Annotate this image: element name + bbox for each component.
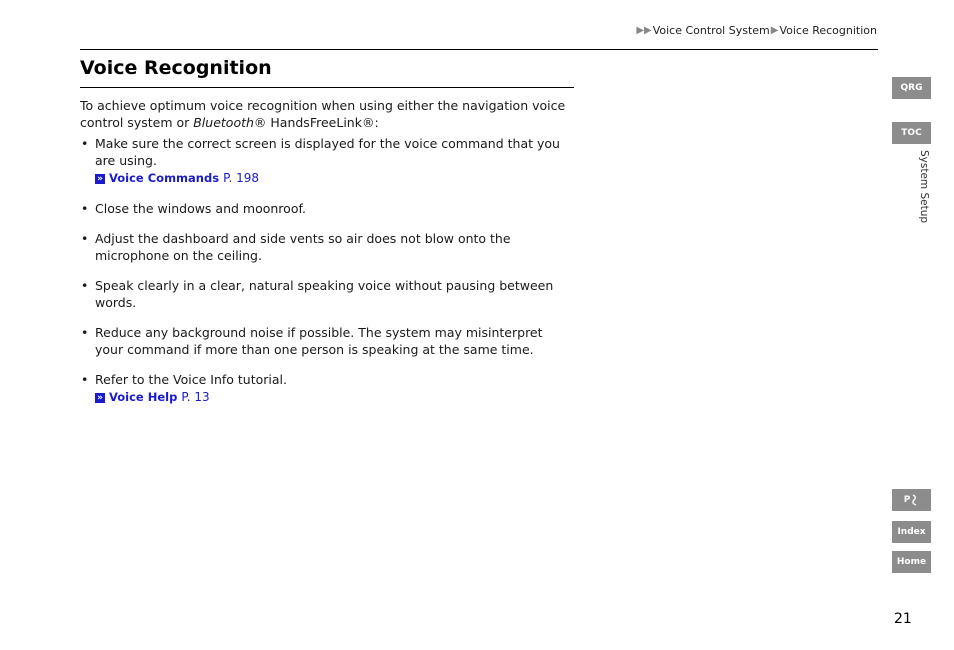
title-divider bbox=[80, 87, 574, 88]
bullet-icon: • bbox=[81, 231, 89, 246]
list-item bbox=[80, 371, 574, 406]
tips-list bbox=[80, 135, 574, 406]
bullet-icon: • bbox=[81, 136, 89, 151]
intro-bluetooth: Bluetooth bbox=[193, 115, 254, 130]
list-item bbox=[80, 277, 574, 311]
intro-text-end: ® HandsFreeLink®: bbox=[253, 115, 379, 130]
breadcrumb-arrow-icon: ▶ bbox=[770, 25, 779, 36]
cross-reference-icon: » bbox=[95, 174, 105, 184]
breadcrumb bbox=[635, 24, 877, 37]
xref-page: P. 198 bbox=[223, 171, 259, 185]
list-item bbox=[80, 135, 574, 187]
breadcrumb-voice-control-system[interactable]: Voice Control System bbox=[652, 24, 770, 37]
qrg-button[interactable]: QRG bbox=[892, 77, 931, 99]
bullet-icon: • bbox=[81, 201, 89, 216]
xref-voice-commands-link[interactable] bbox=[95, 170, 574, 187]
header-divider bbox=[80, 49, 878, 50]
section-tab-system-setup[interactable]: System Setup bbox=[918, 150, 930, 224]
list-item bbox=[80, 230, 574, 264]
list-item-text: Close the windows and moonroof. bbox=[95, 201, 306, 216]
intro-text: To achieve optimum voice recognition when using either the navigation voice control system or bbox=[80, 98, 566, 130]
intro-paragraph bbox=[80, 97, 574, 131]
list-item bbox=[80, 324, 574, 358]
cross-reference-icon: » bbox=[95, 393, 105, 403]
main-content bbox=[80, 97, 574, 419]
breadcrumb-arrow-icon: ▶▶ bbox=[636, 25, 652, 36]
voice-command-icon bbox=[911, 494, 919, 506]
bullet-icon: • bbox=[81, 278, 89, 293]
home-button[interactable]: Home bbox=[892, 551, 931, 573]
list-item bbox=[80, 200, 574, 217]
page-title: Voice Recognition bbox=[80, 57, 272, 79]
voice-command-label: P bbox=[903, 495, 911, 505]
index-button[interactable]: Index bbox=[892, 521, 931, 543]
voice-command-button[interactable] bbox=[892, 489, 931, 511]
list-item-text: Reduce any background noise if possible. The system may misinterpret your command if more than one person is speaking at the same time. bbox=[95, 325, 543, 357]
bullet-icon: • bbox=[81, 372, 89, 387]
xref-name: Voice Help bbox=[109, 390, 178, 404]
xref-voice-help-link[interactable] bbox=[95, 389, 574, 406]
list-item-text: Refer to the Voice Info tutorial. bbox=[95, 372, 287, 387]
xref-name: Voice Commands bbox=[109, 171, 220, 185]
list-item-text: Make sure the correct screen is displayed for the voice command that you are using. bbox=[95, 136, 560, 168]
breadcrumb-voice-recognition[interactable]: Voice Recognition bbox=[779, 24, 877, 37]
page-number: 21 bbox=[894, 611, 912, 627]
list-item-text: Adjust the dashboard and side vents so air does not blow onto the microphone on the ceiling. bbox=[95, 231, 511, 263]
list-item-text: Speak clearly in a clear, natural speaking voice without pausing between words. bbox=[95, 278, 554, 310]
bullet-icon: • bbox=[81, 325, 89, 340]
toc-button[interactable]: TOC bbox=[892, 122, 931, 144]
xref-page: P. 13 bbox=[181, 390, 210, 404]
